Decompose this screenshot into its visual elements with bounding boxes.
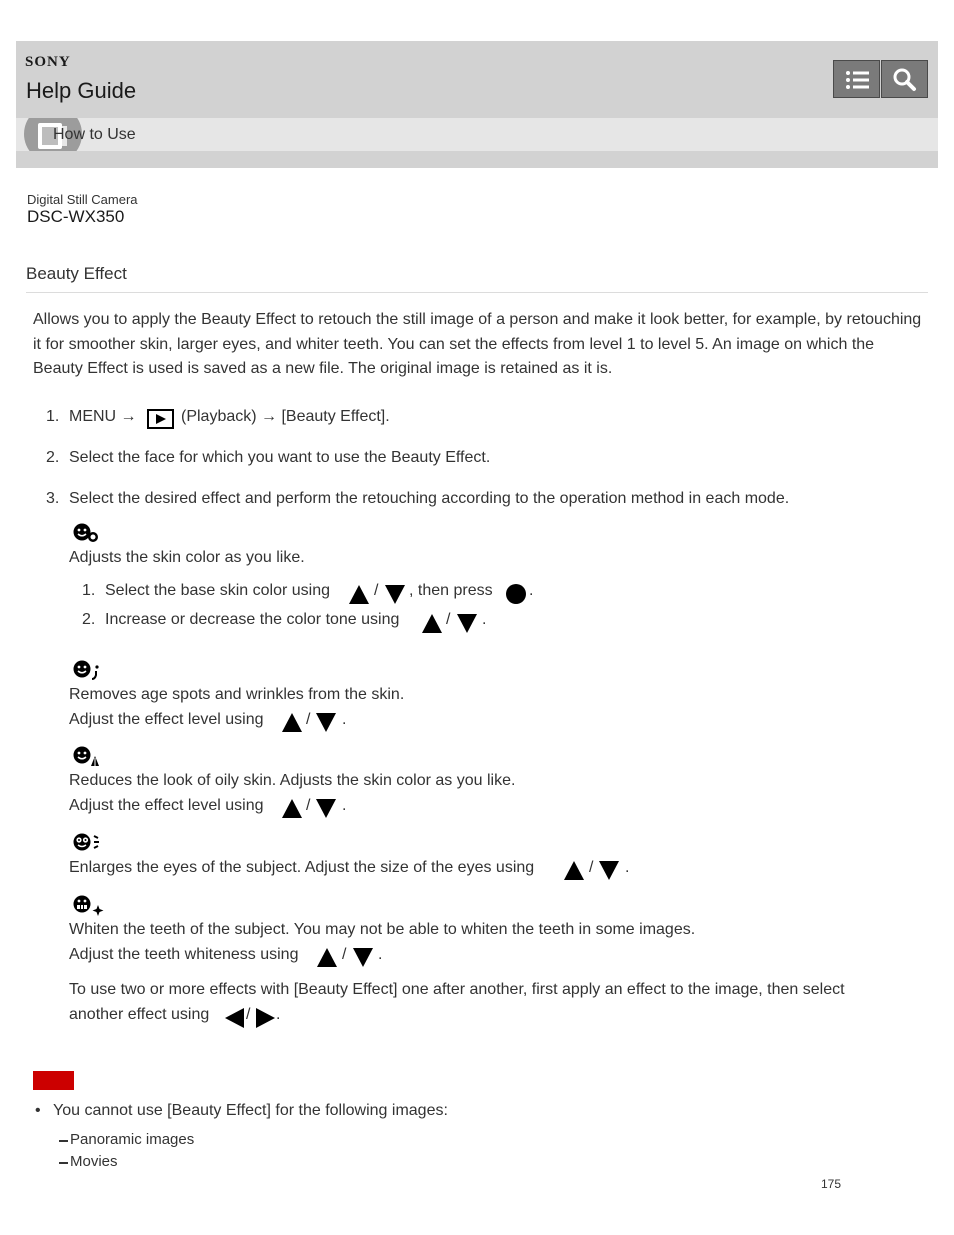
step-2-number: 2. [46, 449, 60, 466]
list-icon [834, 61, 881, 99]
help-guide-title[interactable]: Help Guide [26, 78, 137, 103]
dash-marker [59, 1162, 69, 1166]
search-icon [882, 61, 929, 99]
shine-removal-adjust: Adjust the effect level using [69, 797, 264, 814]
bullet-point: • [35, 1102, 41, 1119]
step-3-number: 3. [46, 490, 60, 507]
skin-color-icon [73, 522, 101, 544]
combine-effects-text-b: another effect using [69, 1006, 210, 1023]
teeth-whitening-adjust: Adjust the teeth whiteness using [69, 946, 299, 963]
list-item: Panoramic images [70, 1131, 195, 1148]
period: . [276, 1006, 281, 1023]
list-item: Movies [70, 1153, 118, 1170]
section-bar [16, 118, 938, 151]
skin-smoothing-icon [73, 659, 101, 681]
step-2-text: Select the face for which you want to use the Beauty Effect. [69, 449, 491, 466]
teeth-whitening-icon [73, 894, 105, 918]
skin-sub-2-number: 2. [82, 611, 96, 628]
product-type: Digital Still Camera [27, 192, 138, 207]
note-badge [33, 1071, 74, 1090]
up-arrow-icon [281, 798, 303, 819]
step-1-number: 1. [46, 408, 60, 425]
up-arrow-icon [348, 584, 370, 605]
eye-enlargement-description: Enlarges the eyes of the subject. Adjust the size of the eyes using [69, 859, 535, 876]
combine-effects-text-a: To use two or more effects with [Beauty Effect] one after another, first apply an effect to the image, then select [69, 981, 845, 998]
slash-separator: / [342, 946, 347, 963]
slash-separator: / [374, 582, 379, 599]
heading-divider [26, 292, 928, 293]
up-arrow-icon [316, 947, 338, 968]
table-of-contents-button[interactable] [833, 60, 880, 98]
intro-paragraph: Allows you to apply the Beauty Effect to retouch the still image of a person and make it look better, for example, by retouching it for smoother skin, larger eyes, and whiter teeth. You can set the effects from level 1 to level 5. An image on which the Beauty Effect is used is saved as a new file. The original image is retained as it is. [33, 311, 922, 377]
period: . [342, 797, 347, 814]
period: . [529, 582, 534, 599]
product-model: DSC-WX350 [27, 207, 125, 226]
period: . [378, 946, 383, 963]
slash-separator: / [246, 1006, 251, 1023]
skin-sub-2-text: Increase or decrease the color tone using [105, 611, 400, 628]
up-arrow-icon [421, 613, 443, 634]
skin-smoothing-adjust: Adjust the effect level using [69, 711, 264, 728]
skin-sub-1-number: 1. [82, 582, 96, 599]
section-link-how-to-use[interactable]: How to Use [53, 126, 136, 143]
down-arrow-icon [315, 798, 337, 819]
up-arrow-icon [563, 860, 585, 881]
slash-separator: / [446, 611, 451, 628]
slash-separator: / [589, 859, 594, 876]
period: . [625, 859, 630, 876]
skin-color-description: Adjusts the skin color as you like. [69, 549, 305, 566]
page-title: Beauty Effect [26, 264, 127, 283]
shine-removal-description: Reduces the look of oily skin. Adjusts the skin color as you like. [69, 772, 516, 789]
sony-logo: SONY [25, 54, 71, 70]
step-1-text-a: MENU → [69, 408, 137, 425]
slash-separator: / [306, 797, 311, 814]
page-number: 175 [821, 1177, 842, 1191]
skin-smoothing-description: Removes age spots and wrinkles from the skin. [69, 686, 405, 703]
down-arrow-icon [456, 613, 478, 634]
center-button-icon [505, 583, 527, 605]
playback-icon [147, 409, 174, 429]
search-button[interactable] [881, 60, 928, 98]
right-arrow-icon [255, 1007, 276, 1029]
note-text: You cannot use [Beauty Effect] for the following images: [53, 1102, 448, 1119]
period: . [342, 711, 347, 728]
dash-marker [59, 1140, 69, 1144]
down-arrow-icon [352, 947, 374, 968]
skin-sub-1-text-a: Select the base skin color using [105, 582, 331, 599]
down-arrow-icon [384, 584, 406, 605]
down-arrow-icon [315, 712, 337, 733]
step-1-text-b: (Playback) → [Beauty Effect]. [181, 408, 390, 425]
period: . [482, 611, 487, 628]
eye-enlargement-icon [73, 832, 101, 854]
step-3-text: Select the desired effect and perform the retouching according to the operation method in each mode. [69, 490, 790, 507]
teeth-whitening-description: Whiten the teeth of the subject. You may not be able to whiten the teeth in some images. [69, 921, 696, 938]
slash-separator: / [306, 711, 311, 728]
up-arrow-icon [281, 712, 303, 733]
shine-removal-icon [73, 745, 101, 767]
help-guide-header [16, 41, 938, 168]
down-arrow-icon [598, 860, 620, 881]
skin-sub-1-text-b: , then press [409, 582, 493, 599]
left-arrow-icon [224, 1007, 245, 1029]
